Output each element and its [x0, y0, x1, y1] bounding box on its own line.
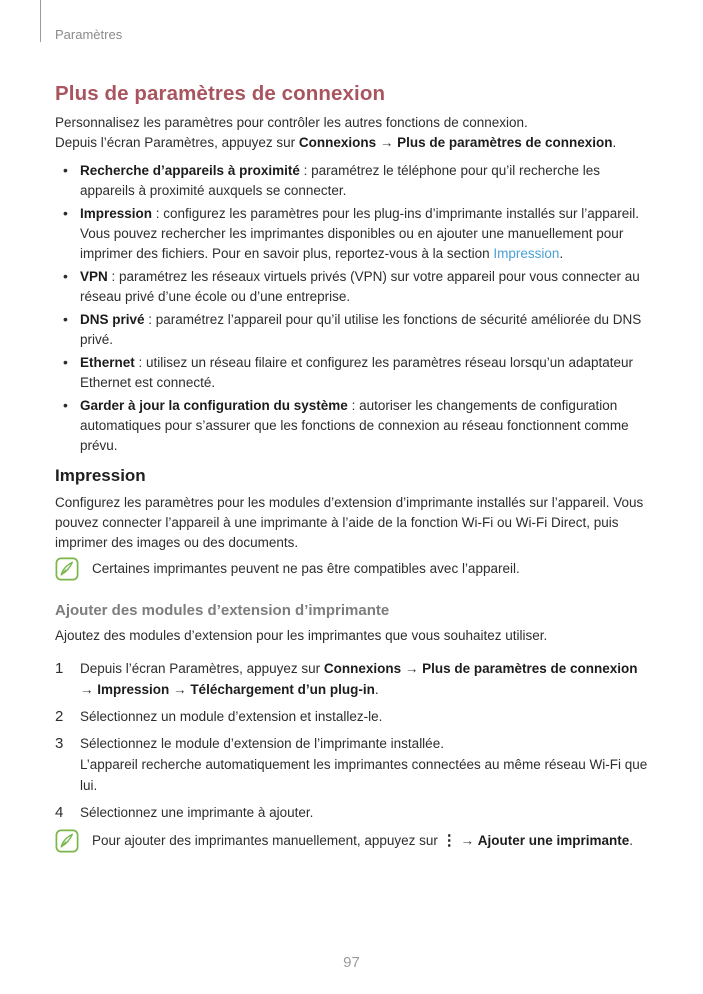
intro-paragraph-2: Depuis l’écran Paramètres, appuyez sur Connexions → Plus de paramètres de connexion. [55, 135, 617, 150]
step-item-3 [55, 733, 649, 796]
add-plugin-steps-list [55, 658, 649, 823]
note-icon [55, 557, 79, 581]
bullet-item-printing: • Impression : configurez les paramètres pour les plug-ins d’imprimante installés sur l’appareil. Vous pouvez rechercher les imprimantes disponibles ou en ajouter une manuellement pour imprimer des fichiers. Pour en savoir plus, reportez-vous à la section Impression. [55, 204, 649, 264]
subsection-heading-add-plugins: Ajouter des modules d’extension d’imprimante [55, 602, 390, 619]
step-number: 2 [55, 708, 64, 725]
step-text: Depuis l’écran Paramètres, appuyez sur Connexions → Plus de paramètres de connexion → Impression → Téléchargement d’un plug-in. [80, 661, 638, 697]
note-row-compatibility [55, 557, 649, 581]
connection-settings-bullet-list [55, 161, 649, 456]
step-text: Sélectionnez un module d’extension et installez-le. [80, 709, 383, 724]
step-text [80, 733, 649, 796]
bullet-item-system-config: • Garder à jour la configuration du système : autoriser les changements de configuration automatiques pour s’assurer que les fonctions de connexion au réseau fonctionnent comme prévu. [55, 396, 649, 456]
step-item-1 [55, 658, 649, 700]
chapter-label: Paramètres [55, 27, 123, 42]
step-sub-line: L’appareil recherche automatiquement les imprimantes connectées au même réseau Wi-Fi que lui. [80, 757, 648, 793]
note-icon [55, 829, 79, 853]
impression-intro-paragraph: Configurez les paramètres pour les modules d’extension d’imprimante installés sur l’appareil. Vous pouvez connecter l’appareil à une imprimante à l’aide de la fonction Wi-Fi ou Wi-Fi Direct, puis imprimer des images ou des documents. [55, 495, 644, 550]
bullet-item-nearby-device-scanning: • Recherche d’appareils à proximité : paramétrez le téléphone pour qu’il recherche les appareils à proximité auxquels se connecter. [55, 161, 649, 201]
step-text-sub [80, 757, 647, 793]
section-heading-impression: Impression [55, 466, 146, 485]
step-number: 4 [55, 804, 64, 821]
bullet-item-vpn: • VPN : paramétrez les réseaux virtuels privés (VPN) sur votre appareil pour vous connecter au réseau privé d’une école ou d’une entreprise. [55, 267, 649, 307]
page-title: Plus de paramètres de connexion [55, 82, 386, 105]
chapter-rule [40, 0, 41, 42]
step-item-4 [55, 802, 649, 823]
more-options-icon[interactable]: ⋮ [441, 832, 457, 849]
step-number: 3 [55, 735, 64, 752]
step-text-main: Sélectionnez le module d’extension de l’imprimante installée. [80, 736, 444, 751]
bullet-item-ethernet: • Ethernet : utilisez un réseau filaire et configurez les paramètres réseau lorsqu’un adaptateur Ethernet est connecté. [55, 353, 649, 393]
page-content [0, 40, 703, 853]
step-text: Sélectionnez une imprimante à ajouter. [80, 805, 314, 820]
note-text: Certaines imprimantes peuvent ne pas être compatibles avec l’appareil. [92, 561, 520, 576]
step-item-2 [55, 706, 649, 727]
intro-paragraph-1: Personnalisez les paramètres pour contrôler les autres fonctions de connexion. [55, 115, 528, 130]
note-text: Pour ajouter des imprimantes manuellement, appuyez sur ⋮ → Ajouter une imprimante. [92, 832, 633, 849]
note-row-add-printer [55, 829, 649, 853]
page-number: 97 [343, 954, 360, 971]
step-number: 1 [55, 660, 64, 677]
bullet-item-private-dns: • DNS privé : paramétrez l’appareil pour qu’il utilise les fonctions de sécurité améliorée du DNS privé. [55, 310, 649, 350]
subsection-intro-paragraph: Ajoutez des modules d’extension pour les imprimantes que vous souhaitez utiliser. [55, 628, 548, 643]
link-impression[interactable]: Impression [493, 246, 560, 261]
